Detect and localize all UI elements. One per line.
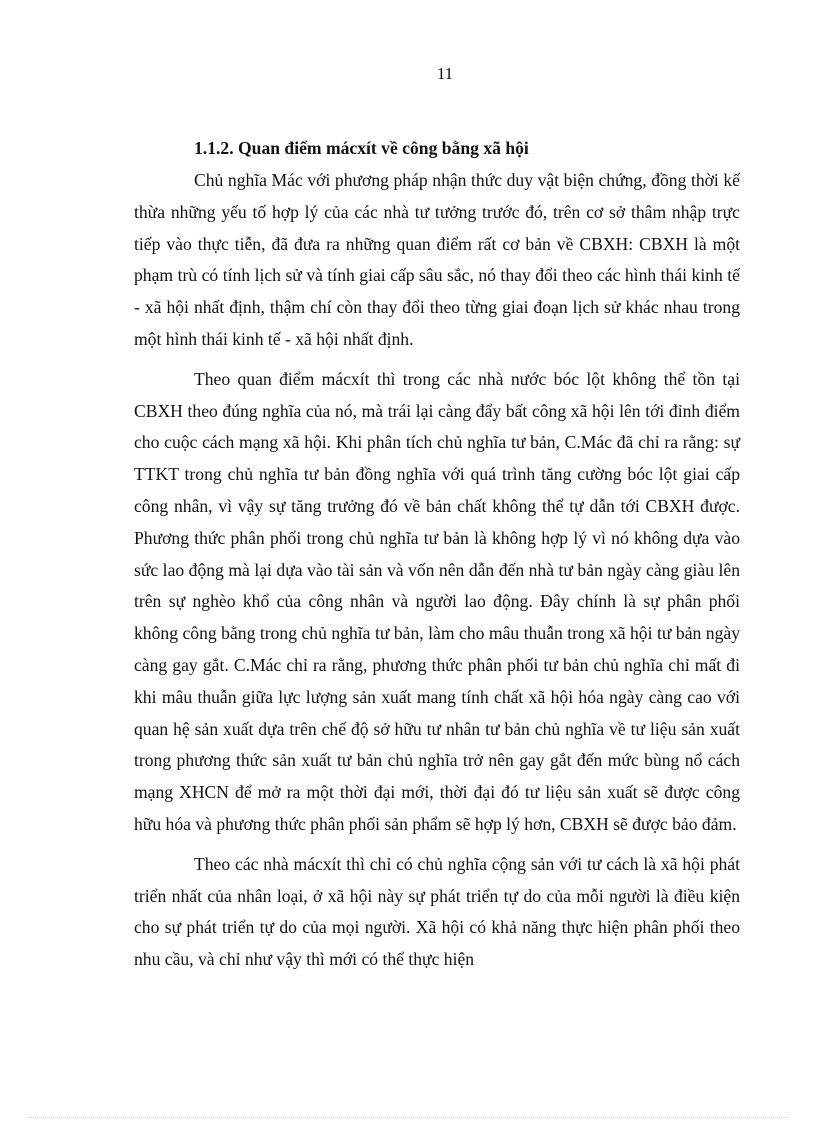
section-heading: 1.1.2. Quan điểm mácxít về công bằng xã hội — [194, 138, 529, 158]
page-number: 11 — [436, 64, 454, 83]
paragraph-3: Theo các nhà mácxít thì chỉ có chủ nghĩa cộng sản với tư cách là xã hội phát triển nhất của nhân loại, ở xã hội này sự phát triển tự do của mỗi người là điều kiện cho sự phát triển tự do của mọi người. Xã hội có khả năng thực hiện phân phối theo nhu cầu, và chỉ như vậy thì mới có thể thực hiện — [134, 853, 740, 970]
page-bottom-divider — [28, 1117, 788, 1118]
paragraph-1: Chủ nghĩa Mác với phương pháp nhận thức duy vật biện chứng, đồng thời kế thừa những yếu tố hợp lý của các nhà tư tưởng trước đó, trên cơ sở thâm nhập trực tiếp vào thực tiễn, đã đưa ra những quan điểm rất cơ bản về CBXH: CBXH là một phạm trù có tính lịch sử và tính giai cấp sâu sắc, nó thay đổi theo các hình thái kinh tế - xã hội nhất định, thậm chí còn thay đổi theo từng giai đoạn lịch sử khác nhau trong một hình thái kinh tế - xã hội nhất định. — [134, 170, 740, 349]
paragraph-2: Theo quan điểm mácxít thì trong các nhà nước bóc lột không thể tồn tại CBXH theo đúng nghĩa của nó, mà trái lại càng đẩy bất công xã hội lên tới đỉnh điểm cho cuộc cách mạng xã hội. Khi phân tích chủ nghĩa tư bản, C.Mác đã chỉ ra rằng: sự TTKT trong chủ nghĩa tư bản đồng nghĩa với quá trình tăng cường bóc lột giai cấp công nhân, vì vậy sự tăng trưởng đó về bản chất không thể tự dẫn tới CBXH được. Phương thức phân phối trong chủ nghĩa tư bản là không hợp lý vì nó không dựa vào sức lao động mà lại dựa vào tài sản và vốn nên dẫn đến nhà tư bản ngày càng giàu lên trên sự nghèo khổ của công nhân và người lao động. Đây chính là sự phân phối không công bằng trong chủ nghĩa tư bản, làm cho mâu thuẫn trong xã hội tư bản ngày càng gay gắt. C.Mác chỉ ra rằng, phương thức phân phối tư bản chủ nghĩa chỉ mất đi khi mâu thuẫn giữa lực lượng sản xuất mang tính chất xã hội hóa ngày càng cao với quan hệ sản xuất dựa trên chế độ sở hữu tư nhân tư bản chủ nghĩa về tư liệu sản xuất trong phương thức sản xuất tư bản chủ nghĩa trở nên gay gắt đến mức bùng nổ cách mạng XHCN để mở ra một thời đại mới, thời đại đó tư liệu sản xuất sẽ được công hữu hóa và phương thức phân phối sản phẩm sẽ hợp lý hơn, CBXH sẽ được bảo đảm. — [134, 368, 740, 834]
document-body — [134, 135, 740, 976]
